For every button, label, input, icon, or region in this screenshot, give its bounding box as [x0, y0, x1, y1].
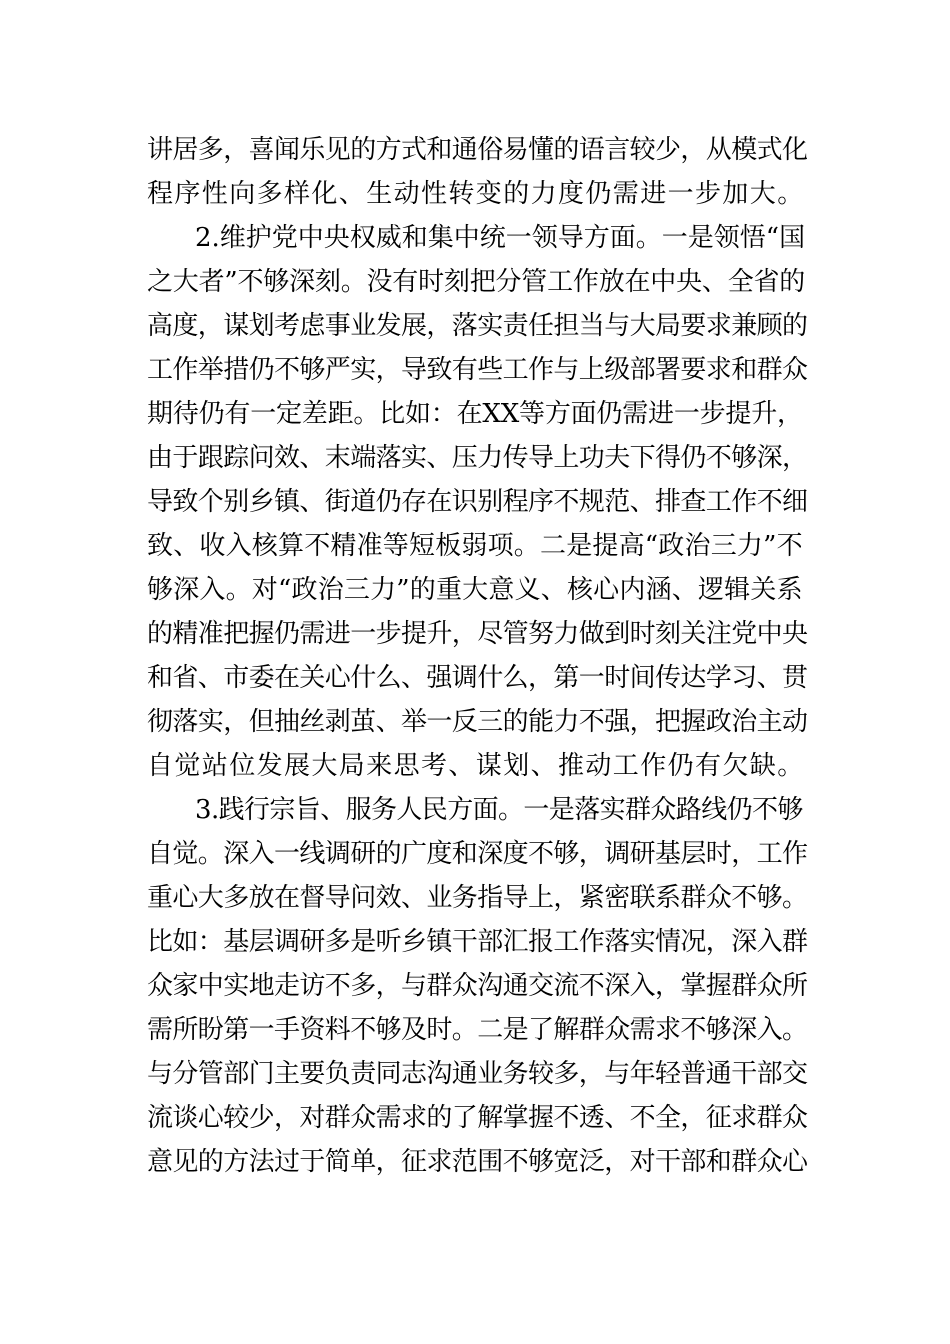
paragraph-heading-line: 2.维护党中央权威和集中统一领导方面。一是领悟“国: [195, 223, 806, 253]
text-line: 之大者”不够深刻。没有时刻把分管工作放在中央、全省的: [147, 267, 806, 297]
text-line: 导致个别乡镇、街道仍存在识别程序不规范、排查工作不细: [147, 487, 808, 517]
text-line: 众家中实地走访不多，与群众沟通交流不深入，掌握群众所: [147, 971, 808, 1001]
text-line: 致、收入核算不精准等短板弱项。二是提高“政治三力”不: [147, 531, 803, 561]
text-line: 够深入。对“政治三力”的重大意义、核心内涵、逻辑关系: [147, 575, 803, 605]
text-line: 自觉站位发展大局来思考、谋划、推动工作仍有欠缺。: [147, 751, 805, 781]
text-line: 需所盼第一手资料不够及时。二是了解群众需求不够深入。: [147, 1015, 808, 1045]
text-line: 的精准把握仍需进一步提升，尽管努力做到时刻关注党中央: [147, 619, 808, 649]
text-line: 自觉。深入一线调研的广度和深度不够，调研基层时，工作: [147, 839, 808, 869]
text-line: 期待仍有一定差距。比如：在XX等方面仍需进一步提升，: [147, 399, 803, 429]
paragraph-heading-line: 3.践行宗旨、服务人民方面。一是落实群众路线仍不够: [195, 795, 803, 825]
text-line: 流谈心较少，对群众需求的了解掌握不透、不全，征求群众: [147, 1103, 808, 1133]
text-line: 程序性向多样化、生动性转变的力度仍需进一步加大。: [147, 179, 805, 209]
text-line: 彻落实，但抽丝剥茧、举一反三的能力不强，把握政治主动: [147, 707, 808, 737]
text-line: 与分管部门主要负责同志沟通业务较多，与年轻普通干部交: [147, 1059, 808, 1089]
text-line: 意见的方法过于简单，征求范围不够宽泛，对干部和群众心: [147, 1147, 808, 1177]
text-line: 由于跟踪问效、末端落实、压力传导上功夫下得仍不够深，: [147, 443, 808, 473]
text-line: 高度，谋划考虑事业发展，落实责任担当与大局要求兼顾的: [147, 311, 808, 341]
text-line: 讲居多，喜闻乐见的方式和通俗易懂的语言较少，从模式化: [147, 135, 808, 165]
text-line: 重心大多放在督导问效、业务指导上，紧密联系群众不够。: [147, 883, 808, 913]
text-line: 比如：基层调研多是听乡镇干部汇报工作落实情况，深入群: [147, 927, 808, 957]
text-line: 工作举措仍不够严实，导致有些工作与上级部署要求和群众: [147, 355, 808, 385]
text-line: 和省、市委在关心什么、强调什么，第一时间传达学习、贯: [147, 663, 808, 693]
